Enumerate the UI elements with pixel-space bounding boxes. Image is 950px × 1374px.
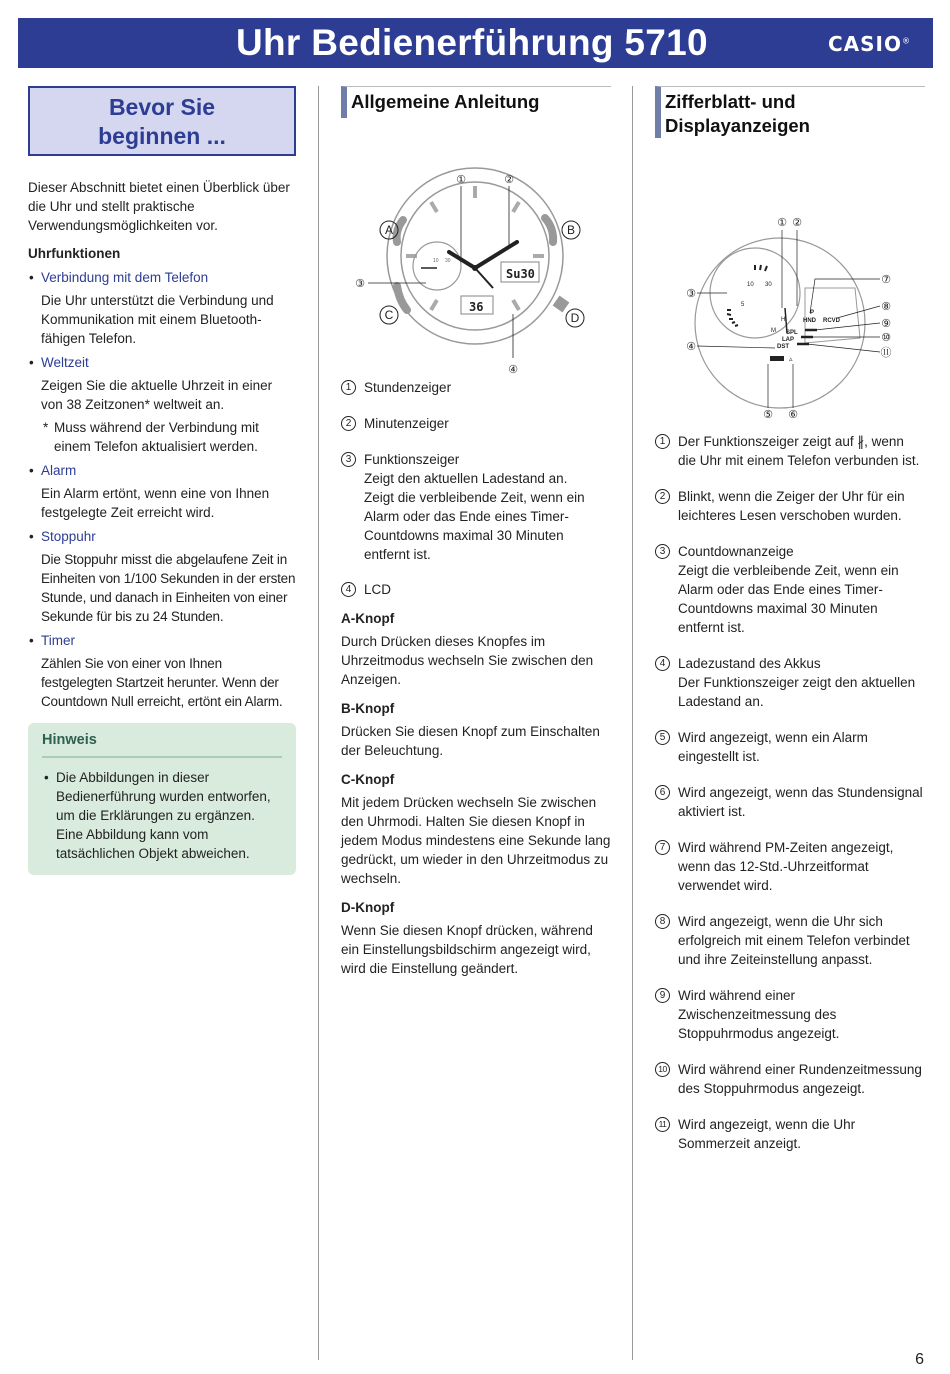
button-a-heading: A-Knopf <box>341 611 395 626</box>
list-item: 9 Wird während einer Zwischenzeitmessung des Stoppuhrmodus angezeigt. <box>655 986 925 1043</box>
svg-text:A: A <box>384 223 394 237</box>
page-header <box>18 18 933 68</box>
svg-text:36: 36 <box>469 300 484 314</box>
button-c-heading: C-Knopf <box>341 772 395 787</box>
button-b-heading: B-Knopf <box>341 701 395 716</box>
svg-text:10: 10 <box>433 258 439 264</box>
page-number: 6 <box>915 1351 924 1368</box>
list-item: 11 Wird angezeigt, wenn die Uhr Sommerzeit anzeigt. <box>655 1115 925 1153</box>
svg-text:②: ② <box>504 173 514 186</box>
section-title: Zifferblatt- und Displayanzeigen <box>655 86 925 138</box>
feature-text: Die Stoppuhr misst die abgelaufene Zeit in Einheiten von 1/100 Sekunden in der ersten Stunde, und danach in Einheiten von einer Sekunde für bis zu 24 Stunden. <box>41 552 296 624</box>
list-item: 1 Stundenzeiger <box>341 378 611 397</box>
feature-footnote: * Muss während der Verbindung mit einem Telefon aktualisiert werden. <box>28 418 296 456</box>
feature-text: Die Uhr unterstützt die Verbindung und Kommunikation mit einem Bluetooth-fähigen Telefon. <box>41 293 274 346</box>
list-item: 2 Blinkt, wenn die Zeiger der Uhr für ein leichteres Lesen verschoben wurden. <box>655 487 925 525</box>
svg-text:③: ③ <box>686 287 696 300</box>
svg-text:10: 10 <box>747 282 754 288</box>
feature-link-phone[interactable]: • Verbindung mit dem Telefon <box>28 268 296 287</box>
intro-title-box: Bevor Sie beginnen ... <box>28 86 296 156</box>
watch-diagram-display <box>655 138 925 421</box>
svg-text:⑦: ⑦ <box>881 273 891 286</box>
button-d-text: Wenn Sie diesen Knopf drücken, während ein Einstellungsbildschirm angezeigt wird, wird die Einstellung geändert. <box>341 923 593 976</box>
svg-text:HND: HND <box>803 318 816 324</box>
column-general-guide <box>341 86 611 978</box>
dial-illustration <box>655 138 925 421</box>
feature-link-worldtime[interactable]: • Weltzeit <box>28 353 296 372</box>
svg-text:B: B <box>566 223 576 237</box>
list-item: 6 Wird angezeigt, wenn das Stundensignal aktiviert ist. <box>655 783 925 821</box>
svg-text:①: ① <box>456 173 466 186</box>
button-d-heading: D-Knopf <box>341 900 395 915</box>
svg-text:30: 30 <box>765 282 772 288</box>
watch-diagram-general <box>341 118 611 376</box>
list-item: 4 Ladezustand des Akkus Der Funktionszeiger zeigt den aktuellen Ladestand an. <box>655 654 925 711</box>
note-title: Hinweis <box>42 732 282 758</box>
svg-text:DST: DST <box>777 344 789 350</box>
svg-text:④: ④ <box>508 363 518 376</box>
list-item: 3 Countdownanzeige Zeigt die verbleibende Zeit, wenn ein Alarm oder das Ende eines Timer-Countdowns maximal 30 Minuten entfernt ist. <box>655 542 925 637</box>
svg-text:SPL: SPL <box>786 330 798 336</box>
list-item: 4 LCD <box>341 580 611 599</box>
list-item: 10 Wird während einer Rundenzeitmessung des Stoppuhrmodus angezeigt. <box>655 1060 925 1098</box>
list-item: 1 Der Funktionszeiger zeigt auf ∦, wenn die Uhr mit einem Telefon verbunden ist. <box>655 432 925 470</box>
svg-text:⑤: ⑤ <box>763 408 773 421</box>
list-item: 8 Wird angezeigt, wenn die Uhr sich erfolgreich mit einem Telefon verbindet und ihre Zeiteinstellung anpasst. <box>655 912 925 969</box>
column-divider <box>318 86 319 1360</box>
feature-text: Zeigen Sie die aktuelle Uhrzeit in einer von 38 Zeitzonen* weltweit an. <box>41 378 273 412</box>
svg-text:D: D <box>570 311 580 325</box>
note-box <box>28 723 296 875</box>
svg-text:5: 5 <box>741 302 745 308</box>
intro-text: Dieser Abschnitt bietet einen Überblick über die Uhr und stellt praktische Verwendungsmöglichkeiten vor. <box>28 180 290 233</box>
svg-text:RCVD: RCVD <box>823 318 841 324</box>
svg-text:③: ③ <box>355 277 365 290</box>
list-item: 5 Wird angezeigt, wenn ein Alarm eingestellt ist. <box>655 728 925 766</box>
page-title: Uhr Bedienerführung 5710 <box>236 22 708 63</box>
svg-text:C: C <box>384 308 394 322</box>
svg-text:⑨: ⑨ <box>881 317 891 330</box>
svg-text:②: ② <box>792 216 802 229</box>
svg-text:⑧: ⑧ <box>881 300 891 313</box>
list-item: 2 Minutenzeiger <box>341 414 611 433</box>
svg-text:LAP: LAP <box>782 337 794 343</box>
section-subhead: Uhrfunktionen <box>28 246 121 261</box>
svg-text:Su30: Su30 <box>506 267 535 281</box>
svg-text:P: P <box>810 310 815 316</box>
casio-logo: CASIO® <box>827 32 911 56</box>
svg-text:30: 30 <box>445 258 451 264</box>
button-c-text: Mit jedem Drücken wechseln Sie zwischen den Uhrmodi. Halten Sie diesen Knopf in jedem Modus mindestens eine Sekunde lang gedrückt, um wieder in den Uhrzeitmodus zu wechseln. <box>341 795 611 886</box>
list-item: 7 Wird während PM-Zeiten angezeigt, wenn das 12-Std.-Uhrzeitformat verwendet wird. <box>655 838 925 895</box>
svg-text:M: M <box>771 328 776 334</box>
feature-link-alarm[interactable]: • Alarm <box>28 461 296 480</box>
svg-text:⑩: ⑩ <box>881 331 891 344</box>
svg-text:H: H <box>781 317 786 323</box>
watch-illustration <box>341 118 611 376</box>
button-b-text: Drücken Sie diesen Knopf zum Einschalten der Beleuchtung. <box>341 724 600 758</box>
svg-text:⑪: ⑪ <box>880 346 892 359</box>
section-title: Allgemeine Anleitung <box>341 86 611 118</box>
feature-link-stopwatch[interactable]: • Stoppuhr <box>28 527 296 546</box>
feature-text: Zählen Sie von einer von Ihnen festgelegten Startzeit herunter. Wenn der Countdown Null erreicht, ertönt ein Alarm. <box>41 656 283 709</box>
svg-text:⑥: ⑥ <box>788 408 798 421</box>
svg-text:④: ④ <box>686 340 696 353</box>
column-intro <box>28 86 296 875</box>
feature-text: Ein Alarm ertönt, wenn eine von Ihnen festgelegte Zeit erreicht wird. <box>41 486 270 520</box>
column-display <box>655 86 925 1153</box>
button-a-text: Durch Drücken dieses Knopfes im Uhrzeitmodus wechseln Sie zwischen den Anzeigen. <box>341 634 594 687</box>
list-item: 3 Funktionszeiger Zeigt den aktuellen Ladestand an. Zeigt die verbleibende Zeit, wenn ein Alarm oder das Ende eines Timer-Countdowns maximal 30 Minuten entfernt ist. <box>341 450 611 564</box>
note-text: • Die Abbildungen in dieser Bedienerführung wurden entworfen, um die Erklärungen zu ergänzen. Eine Abbildung kann vom tatsächlichen Objekt abweichen. <box>42 768 282 863</box>
svg-text:▵: ▵ <box>789 355 793 363</box>
svg-text:①: ① <box>777 216 787 229</box>
column-divider <box>632 86 633 1360</box>
feature-link-timer[interactable]: • Timer <box>28 631 296 650</box>
